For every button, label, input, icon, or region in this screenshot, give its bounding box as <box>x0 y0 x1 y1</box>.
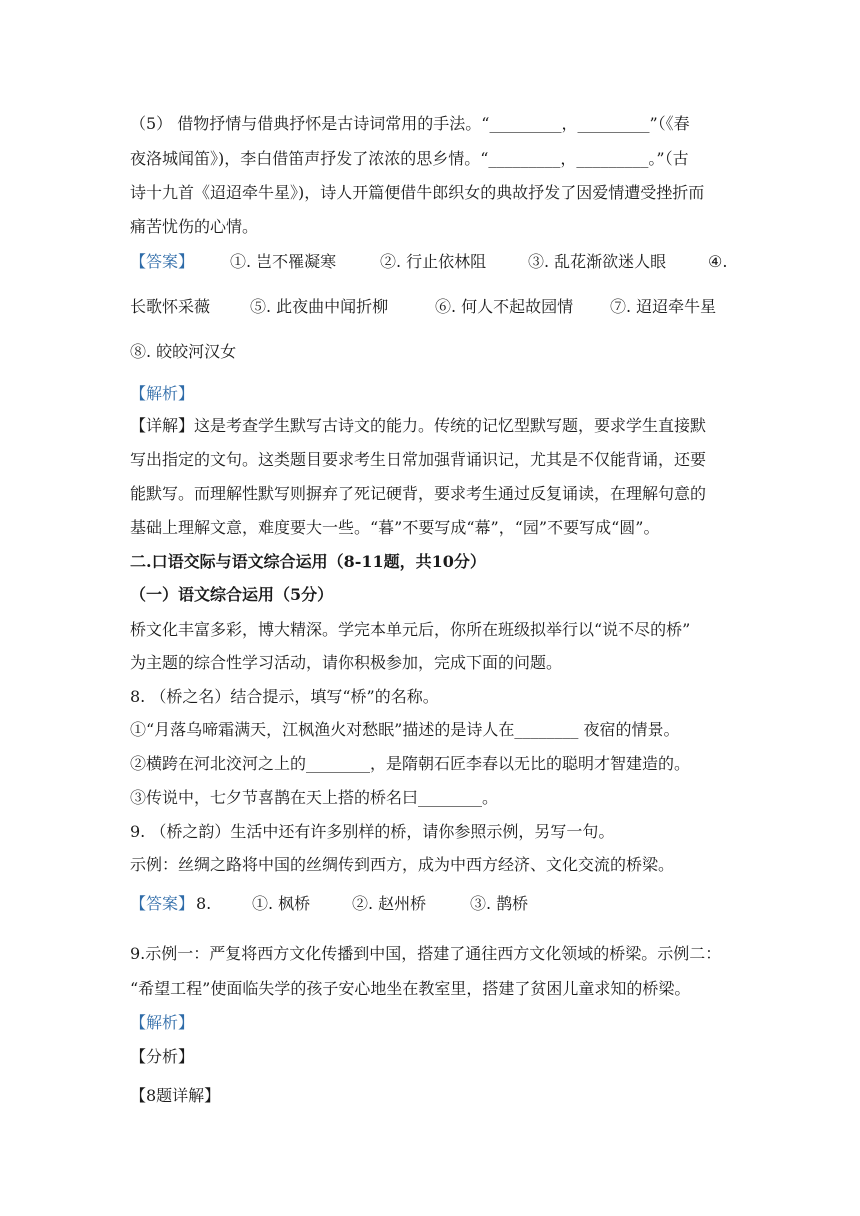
answer-item: ③. 鹊桥 <box>470 894 529 913</box>
question8-line-1: 8. （桥之名）结合提示，填写“桥”的名称。 <box>130 687 439 706</box>
intro-line-1: 桥文化丰富多彩，博大精深。学完本单元后，你所在班级拟举行以“说不尽的桥” <box>130 620 691 639</box>
section-heading: 二.口语交际与语文综合运用（8-11题，共10分） <box>130 552 486 571</box>
analysis-tag: 【解析】 <box>130 1013 195 1032</box>
intro-line-2: 为主题的综合性学习活动，请你积极参加，完成下面的问题。 <box>130 653 563 672</box>
answer5-row-3: ⑧. 皎皎河汉女 <box>130 342 237 361</box>
detail-label: 【8题详解】 <box>130 1086 221 1105</box>
answer89-line-1: 9.示例一：严复将西方文化传播到中国，搭建了通往西方文化领域的桥梁。示例二： <box>130 944 722 963</box>
question5-line-3: 诗十九首《迢迢牵牛星》)，诗人开篇便借牛郎织女的典故抒发了因爱情遭受挫折而 <box>130 183 705 202</box>
answer-item: ②. 行止依林阻 <box>380 252 487 271</box>
answer-item: ⑤. 此夜曲中闻折柳 <box>250 297 389 316</box>
answer-tag: 【答案】 <box>130 894 195 913</box>
analysis-label: 【分析】 <box>130 1047 195 1066</box>
answer-number: 8. <box>196 894 212 913</box>
answer-item: ②. 赵州桥 <box>352 894 427 913</box>
question5-line-4: 痛苦忧伤的心情。 <box>130 217 259 236</box>
question8-line-3: ②横跨在河北洨河之上的________，是隋朝石匠李春以无比的聪明才智建造的。 <box>130 754 691 773</box>
analysis5-line-3: 能默写。而理解性默写则摒弃了死记硬背，要求考生通过反复诵读，在理解句意的 <box>130 484 707 503</box>
analysis5-line-2: 写出指定的文句。这类题目要求考生日常加强背诵识记，尤其是不仅能背诵，还要 <box>130 450 707 469</box>
question9-line-1: 9. （桥之韵）生活中还有许多别样的桥，请你参照示例，另写一句。 <box>130 822 615 841</box>
answer89-line-2: “希望工程”使面临失学的孩子安心地坐在教室里，搭建了贫困儿童求知的桥梁。 <box>130 979 691 998</box>
analysis-tag: 【解析】 <box>130 384 195 403</box>
answer-tag: 【答案】 <box>130 252 195 271</box>
question5-line-2: 夜洛城闻笛》)，李白借笛声抒发了浓浓的思乡情。“_________，_________。”（古 <box>130 149 689 168</box>
answer-item: ③. 乱花渐欲迷人眼 <box>528 252 667 271</box>
answer-item: ⑦. 迢迢牵牛星 <box>610 297 717 316</box>
question9-line-2: 示例：丝绸之路将中国的丝绸传到西方，成为中西方经济、文化交流的桥梁。 <box>130 855 675 874</box>
section-subheading: （一）语文综合运用（5分） <box>130 585 334 604</box>
answer-item: 长歌怀采薇 <box>130 297 211 316</box>
question5-line-1: （5） 借物抒情与借典抒怀是古诗词常用的手法。“_________，_________”（《春 <box>130 114 690 133</box>
question8-line-2: ①“月落乌啼霜满天，江枫渔火对愁眠”描述的是诗人在________ 夜宿的情景。 <box>130 720 680 739</box>
answer-item: ①. 枫桥 <box>252 894 311 913</box>
answer5-row-2 <box>130 297 730 317</box>
answer89-row-1 <box>130 894 730 914</box>
analysis5-line-4: 基础上理解文意，难度要大一些。“暮”不要写成“幕”，“园”不要写成“圆”。 <box>130 518 660 537</box>
answer-item: ④. <box>708 252 728 271</box>
analysis5-line-1: 【详解】这是考查学生默写古诗文的能力。传统的记忆型默写题，要求学生直接默 <box>130 416 707 435</box>
answer5-row-1 <box>130 252 730 272</box>
answer-item: ⑥. 何人不起故园情 <box>435 297 574 316</box>
question8-line-4: ③传说中，七夕节喜鹊在天上搭的桥名曰________。 <box>130 788 499 807</box>
answer-item: ①. 岂不罹凝寒 <box>230 252 337 271</box>
